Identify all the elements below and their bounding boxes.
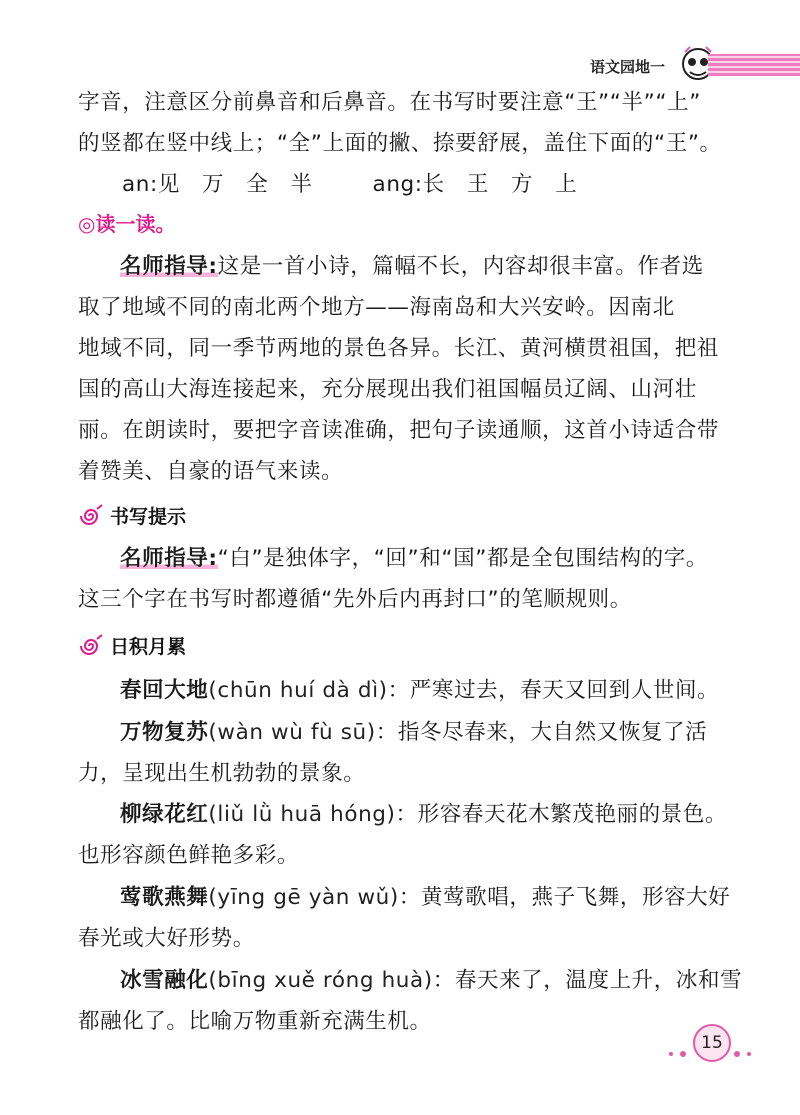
idiom-word: 冰雪融化 xyxy=(120,968,209,993)
read-guidance-line: 丽。在朗读时，要把字音读准确，把句子读通顺，这首小诗适合带 xyxy=(78,418,719,443)
idiom-definition: ：指冬尽春来，大自然又恢复了活 xyxy=(375,720,708,745)
intro-line: 的竖都在竖中线上；“全”上面的撇、捺要舒展，盖住下面的“王”。 xyxy=(78,131,722,156)
header-stripe-bar xyxy=(708,54,800,76)
idiom-entry xyxy=(120,883,730,913)
teacher-guidance-label: 名师指导: xyxy=(120,254,218,279)
idiom-word: 春回大地 xyxy=(120,678,209,703)
idioms-section-header xyxy=(78,632,186,659)
idiom-definition: ：形容春天花木繁茂艳丽的景色。 xyxy=(395,802,728,827)
idiom-entry xyxy=(120,800,727,830)
idiom-entry xyxy=(120,966,742,996)
page-number: 15 xyxy=(693,1024,731,1062)
read-guidance-line: 地域不同，同一季节两地的景色各异。长江、黄河横贯祖国，把祖 xyxy=(78,336,719,361)
idiom-definition: ：严寒过去，春天又回到人世间。 xyxy=(387,678,720,703)
idiom-entry xyxy=(120,676,719,706)
idiom-definition-cont: 春光或大好形势。 xyxy=(78,926,255,951)
idiom-definition: ：黄莺歌唱，燕子飞舞，形容大好 xyxy=(398,885,731,910)
idiom-definition-cont: 都融化了。比喻万物重新充满生机。 xyxy=(78,1009,432,1034)
idioms-section-title: 日积月累 xyxy=(110,636,187,658)
idiom-word: 万物复苏 xyxy=(120,720,209,745)
read-guidance-line: 着赞美、自豪的语气来读。 xyxy=(78,459,344,484)
writing-guidance-line: 名师指导:“白”是独体字，“回”和“国”都是全包围结构的字。 xyxy=(120,546,708,571)
idiom-pinyin: (bīng xuě róng huà) xyxy=(208,968,433,993)
idiom-word: 莺歌燕舞 xyxy=(120,885,209,910)
idiom-definition-cont: 力，呈现出生机勃勃的景象。 xyxy=(78,761,366,786)
idiom-definition: ：春天来了，温度上升，冰和雪 xyxy=(432,968,743,993)
spiral-icon xyxy=(78,503,104,529)
pinyin-ang: ang:长 王 方 上 xyxy=(372,172,578,197)
writing-guidance-line: 这三个字在书写时都遵循“先外后内再封口”的笔顺规则。 xyxy=(78,587,632,612)
intro-line: 字音，注意区分前鼻音和后鼻音。在书写时要注意“王”“半”“上” xyxy=(78,90,701,115)
idiom-pinyin: (chūn huí dà dì) xyxy=(208,678,388,703)
read-section-title: ◎读一读。 xyxy=(78,212,176,236)
page-header xyxy=(590,40,800,86)
idiom-pinyin: (wàn wù fù sū) xyxy=(208,720,376,745)
teacher-guidance-label: 名师指导: xyxy=(120,546,218,571)
read-guidance-line: 名师指导:这是一首小诗，篇幅不长，内容却很丰富。作者选 xyxy=(120,254,704,279)
header-title: 语文园地一 xyxy=(590,58,666,76)
writing-section-header xyxy=(78,502,186,529)
idiom-entry xyxy=(120,718,707,748)
pinyin-examples xyxy=(122,170,577,200)
idiom-word: 柳绿花红 xyxy=(120,802,209,827)
idiom-definition-cont: 也形容颜色鲜艳多彩。 xyxy=(78,843,300,868)
pinyin-an: an:见 万 全 半 xyxy=(122,172,313,197)
writing-section-title: 书写提示 xyxy=(110,506,187,528)
idiom-pinyin: (yīng gē yàn wǔ) xyxy=(208,885,399,910)
idiom-pinyin: (liǔ lǜ huā hóng) xyxy=(208,802,396,827)
read-guidance-line: 取了地域不同的南北两个地方——海南岛和大兴安岭。因南北 xyxy=(78,295,675,320)
read-guidance-line: 国的高山大海连接起来，充分展现出我们祖国幅员辽阔、山河壮 xyxy=(78,377,697,402)
spiral-icon xyxy=(78,633,104,659)
